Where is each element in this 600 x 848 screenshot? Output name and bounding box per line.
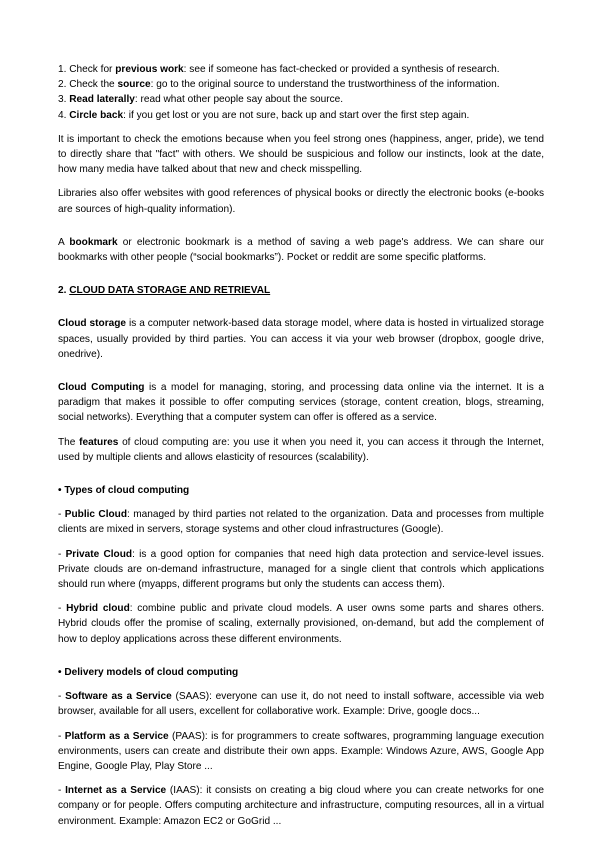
bookmark-prefix: A <box>58 236 70 248</box>
bookmark-term: bookmark <box>69 236 118 248</box>
delivery-text: (SAAS): everyone can use it, do not need to install software, accessible via web browser, available for all users, excellent for collaborative work. Example: Drive, google docs... <box>58 691 544 718</box>
delivery-prefix: - <box>58 691 66 703</box>
features-term: features <box>79 436 119 448</box>
list-item-prefix: 4. <box>58 109 70 121</box>
list-item-text: : read what other people say about the source. <box>134 94 344 106</box>
type-term: Public Cloud <box>64 509 128 521</box>
list-item <box>58 62 544 77</box>
cloud-storage-text: is a computer network-based data storage model, where data is hosted in virtualized storage spaces, usually provided by third parties. You can access it via your web browser (dropbox, google drive, onedrive). <box>58 318 544 360</box>
steps-list <box>58 62 544 123</box>
list-item-term: previous work <box>115 64 184 75</box>
section-heading <box>58 283 544 298</box>
delivery-item-paas <box>58 729 544 775</box>
section-number: 2. <box>58 285 70 297</box>
cloud-computing-text: is a model for managing, storing, and processing data online via the internet. It is a paradigm that makes it possible to offer computing services (storage, content creation, blogs, streaming, social networks). Everything that a computer system can offer is offered as a service. <box>58 382 544 424</box>
type-item-private <box>58 547 544 593</box>
type-text: : is a good option for companies that need high data protection and service-level issues. Private clouds are on-demand infrastructure, managed for a single client that controls which applications should run where (myapps, different programs but only the students can access them). <box>58 548 545 591</box>
document-page <box>58 62 544 829</box>
list-item-text: : if you get lost or you are not sure, back up and start over the first step again. <box>123 109 470 121</box>
type-text: : combine public and private cloud models. A user owns some parts and shares others. Hybrid clouds offer the promise of scaling, externally provisioned, on-demand, but add the complement of how to deploy applications across these different environments. <box>58 603 544 645</box>
type-item-hybrid <box>58 601 544 647</box>
list-item-text: : see if someone has fact-checked or provided a synthesis of research. <box>183 64 500 75</box>
type-text: : managed by third parties not related to the organization. Data and processes from multiple clients are mixed in servers, storage systems and other cloud infrastructures (Google). <box>58 509 545 536</box>
type-term: Private Cloud <box>65 548 133 560</box>
paragraph-bookmark <box>58 235 544 265</box>
paragraph-cloud-storage <box>58 316 544 362</box>
types-heading: • Types of cloud computing <box>58 485 190 497</box>
delivery-prefix: - <box>58 730 65 742</box>
list-item <box>58 77 544 92</box>
type-prefix: - <box>58 509 65 521</box>
delivery-item-iaas <box>58 783 544 829</box>
list-item <box>58 108 544 123</box>
delivery-term: Platform as a Service <box>64 730 169 742</box>
list-item-prefix: 3. <box>58 94 70 106</box>
list-item-prefix: 1. Check for <box>58 64 116 75</box>
list-item-term: Circle back <box>69 109 124 121</box>
paragraph-cloud-computing <box>58 380 544 426</box>
delivery-term: Software as a Service <box>65 691 172 703</box>
delivery-text: (PAAS): is for programmers to create softwares, programming language execution environments, users can create and distribute their own apps. Example: Windows Azure, AWS, Google App Engine, Google Play, Play Store ... <box>58 730 545 772</box>
paragraph-emotions: It is important to check the emotions because when you feel strong ones (happiness, anger, pride), we tend to directly share that "fact" with others. We should be suspicious and follow our instincts, look at the date, how many media have talked about that new and check misspelling. <box>58 133 544 176</box>
list-item-text: : go to the original source to understand the trustworthiness of the information. <box>150 79 500 91</box>
type-term: Hybrid cloud <box>66 603 130 615</box>
features-text: of cloud computing are: you use it when you need it, you can access it through the Internet, used by multiple clients and allows elasticity of resources (scalability). <box>58 436 544 463</box>
delivery-text: (IAAS): it consists on creating a big cloud where you can create networks for one company or for people. Offers computing architecture and infrastructure, computing resources, all in a virtual environment. Example: Amazon EC2 or GoGrid ... <box>58 785 545 827</box>
list-item-term: source <box>117 79 151 91</box>
list-item <box>58 92 544 107</box>
list-item-prefix: 2. Check the <box>58 79 118 91</box>
cloud-computing-term: Cloud Computing <box>58 382 145 394</box>
delivery-prefix: - <box>58 785 66 797</box>
list-item-term: Read laterally <box>69 94 135 106</box>
cloud-storage-term: Cloud storage <box>58 318 127 330</box>
delivery-heading: • Delivery models of cloud computing <box>58 666 239 678</box>
type-item-public <box>58 507 544 537</box>
delivery-item-saas <box>58 689 544 719</box>
delivery-term: Internet as a Service <box>65 785 167 797</box>
paragraph-features <box>58 435 544 465</box>
type-prefix: - <box>58 548 66 560</box>
features-prefix: The <box>58 436 80 448</box>
section-title: CLOUD DATA STORAGE AND RETRIEVAL <box>69 285 271 297</box>
type-prefix: - <box>58 603 67 615</box>
paragraph-libraries: Libraries also offer websites with good references of physical books or directly the electronic books (e-books are sources of high-quality information). <box>58 188 544 215</box>
bookmark-text: or electronic bookmark is a method of saving a web page's address. We can share our bookmarks with other people (“social bookmarks”). Pocket or reddit are some specific platforms. <box>58 236 544 264</box>
